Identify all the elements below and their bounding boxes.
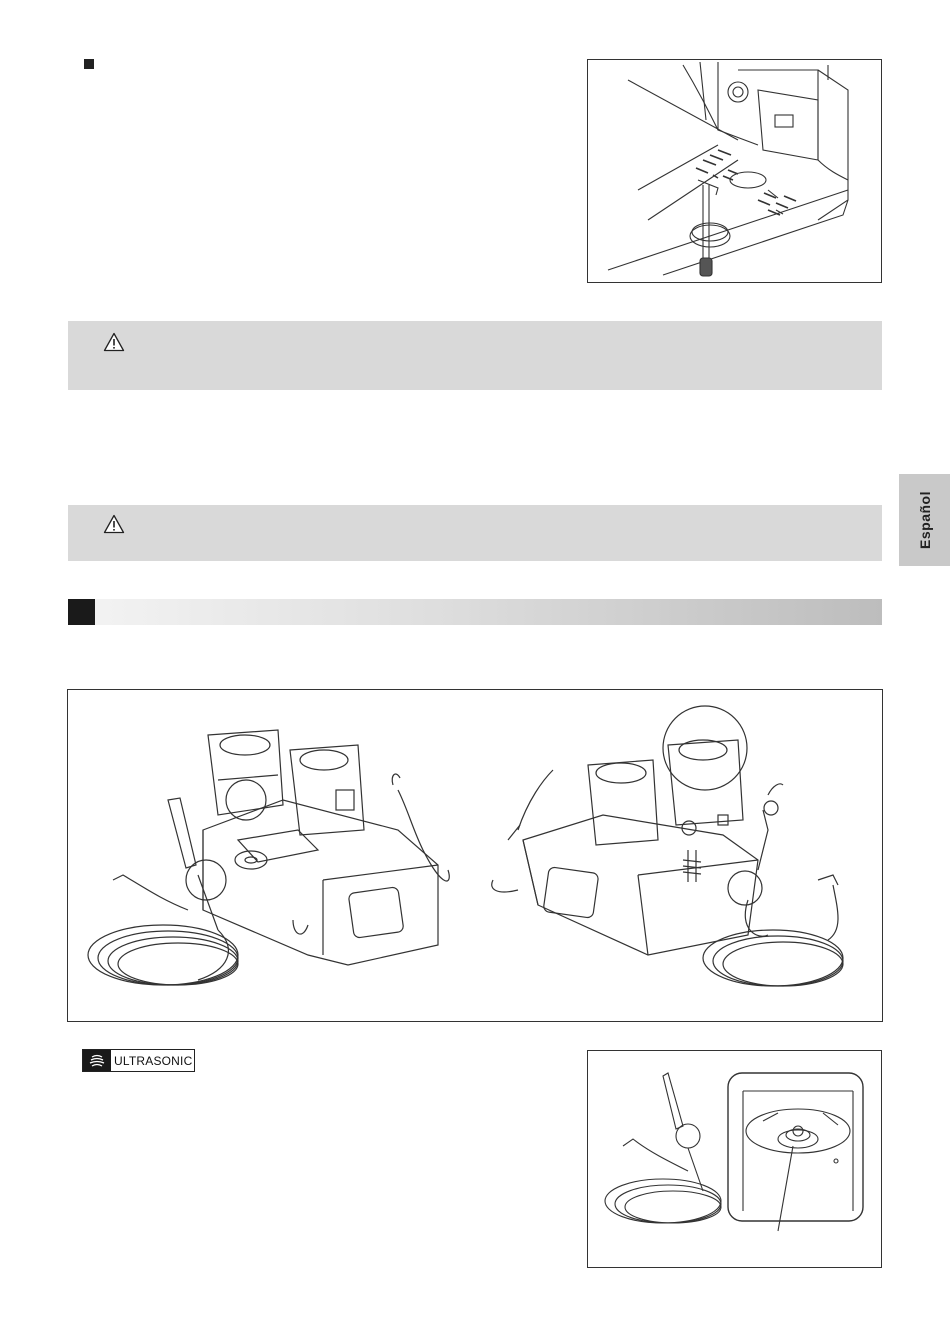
warning-triangle-icon	[103, 514, 125, 534]
illustration-two-units	[68, 690, 882, 1021]
illustration-connector	[588, 1051, 881, 1267]
bullet-square	[84, 59, 94, 69]
language-tab[interactable]	[899, 474, 950, 566]
figure-connector-detail	[587, 1050, 882, 1268]
figure-screwdriver-detail	[587, 59, 882, 283]
section-header-bar	[68, 599, 882, 625]
ultrasonic-waves-icon	[83, 1050, 111, 1071]
illustration-unit-underside	[588, 60, 881, 282]
section-number-block	[68, 599, 95, 625]
ultrasonic-badge	[82, 1049, 195, 1072]
warning-box-2	[68, 505, 882, 561]
language-tab-label: Español	[916, 491, 933, 549]
figure-unit-overview	[67, 689, 883, 1022]
ultrasonic-badge-label: ULTRASONIC	[114, 1053, 193, 1068]
warning-box-1	[68, 321, 882, 390]
warning-triangle-icon	[103, 332, 125, 352]
